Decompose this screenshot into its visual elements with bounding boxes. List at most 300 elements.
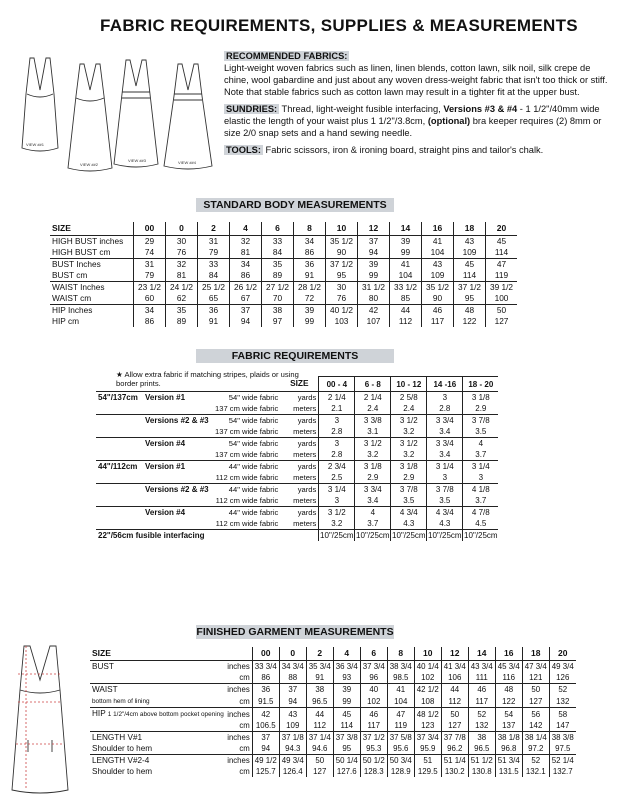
table-cell: 3 7/8 xyxy=(463,415,499,427)
table-cell: 2 1/4 xyxy=(355,392,391,404)
table-cell: 29 xyxy=(134,236,166,248)
unit-label: inches xyxy=(224,732,253,744)
table-cell: 45 3/4 xyxy=(495,661,522,673)
unit-label: yards xyxy=(280,438,319,450)
table-cell: 80 xyxy=(358,293,390,305)
fabric-width-label: 54"/137cm xyxy=(96,392,145,404)
table-cell: 3.5 xyxy=(427,495,463,507)
table-cell: 95.6 xyxy=(387,743,414,755)
table-cell: 50 xyxy=(522,684,549,696)
table-cell: 3.2 xyxy=(319,518,355,530)
row-label xyxy=(90,743,224,755)
table-cell: 52 xyxy=(549,684,576,696)
table-row xyxy=(96,472,498,484)
table-cell: 3.5 xyxy=(391,495,427,507)
table-row xyxy=(50,270,517,282)
unit-label: meters xyxy=(293,450,317,459)
table-cell: 54 xyxy=(495,708,522,721)
table-cell: 3 7/8 xyxy=(427,484,463,496)
table-row xyxy=(90,720,576,732)
table-cell: 2.8 xyxy=(319,426,355,438)
table-cell: 95 xyxy=(333,743,360,755)
sundries-heading: SUNDRIES: xyxy=(226,104,278,114)
tools-text: Fabric scissors, iron & ironing board, straight pins and tailor's chalk. xyxy=(262,145,544,155)
table-row xyxy=(90,672,576,684)
table-cell: 95.3 xyxy=(360,743,387,755)
table-cell: 94 xyxy=(252,743,279,755)
size-column-header: 00 xyxy=(252,647,279,661)
table-cell: 119 xyxy=(387,720,414,732)
table-cell: 114 xyxy=(454,270,486,282)
row-label: WAIST Inches xyxy=(50,282,134,294)
table-cell: 3.2 xyxy=(391,426,427,438)
table-cell: 3 3/4 xyxy=(355,484,391,496)
fabric-width-label xyxy=(96,507,145,519)
table-cell: 67 xyxy=(230,293,262,305)
table-cell: 94.3 xyxy=(279,743,306,755)
fabric-requirements-table xyxy=(96,376,498,541)
row-label: BUST Inches xyxy=(50,259,134,271)
table-cell: 4.5 xyxy=(463,518,499,530)
table-row xyxy=(96,426,498,438)
table-cell: 37 3/8 xyxy=(333,732,360,744)
table-cell: 129.5 xyxy=(414,766,441,777)
table-cell: 40 1/2 xyxy=(326,305,358,317)
table-row xyxy=(96,449,498,461)
table-row xyxy=(50,247,517,259)
table-row xyxy=(90,661,576,673)
row-label xyxy=(90,732,224,744)
table-cell: 132.7 xyxy=(549,766,576,777)
table-cell: 4.3 xyxy=(427,518,463,530)
table-cell: 10"/25cm xyxy=(464,531,498,540)
view-4-dress-drawing xyxy=(164,64,212,169)
fabrics-paragraph xyxy=(224,50,616,98)
view-1-dress-drawing xyxy=(22,58,58,151)
unit-label: meters xyxy=(293,427,317,436)
table-row xyxy=(50,236,517,248)
table-cell: 46 xyxy=(468,684,495,696)
table-cell: 86 xyxy=(294,247,326,259)
table-cell: 42 xyxy=(252,708,279,721)
row-label: WAIST cm xyxy=(52,293,92,303)
size-column-header: 0 xyxy=(279,647,306,661)
version-label: Version #4 xyxy=(145,438,215,450)
table-cell: 3 xyxy=(463,472,499,484)
row-label-text: Shoulder to hem xyxy=(92,767,153,776)
table-cell: 46 xyxy=(360,708,387,721)
table-cell: 33 xyxy=(198,259,230,271)
table-cell: 3 1/8 xyxy=(355,461,391,473)
table-cell: 4 3/4 xyxy=(427,507,463,519)
table-cell: 35 1/2 xyxy=(422,282,454,294)
size-column-header: 00 xyxy=(134,222,166,236)
table-cell: 132 xyxy=(468,720,495,732)
version-label xyxy=(145,495,215,507)
unit-label: yards xyxy=(280,484,319,496)
unit-label: inches xyxy=(224,755,253,767)
table-cell: 25 1/2 xyxy=(198,282,230,294)
table-cell: 108 xyxy=(414,695,441,708)
blank-cell xyxy=(224,647,253,661)
table-cell: 147 xyxy=(549,720,576,732)
table-cell: 126 xyxy=(549,672,576,684)
size-column-header: 0 xyxy=(166,222,198,236)
table-cell: 38 3/4 xyxy=(387,661,414,673)
size-column-header: 18 xyxy=(522,647,549,661)
unit-label: inches xyxy=(224,661,253,673)
view-4-label: VIEW ##4 xyxy=(178,160,197,165)
view-3-label: VIEW ##3 xyxy=(128,158,147,163)
table-cell: 34 xyxy=(294,236,326,248)
size-header: SIZE xyxy=(92,648,111,658)
version-label xyxy=(145,518,215,530)
table-cell: 96 xyxy=(360,672,387,684)
table-cell: 2.9 xyxy=(463,403,499,415)
table-cell: 3.7 xyxy=(355,518,391,530)
size-column-header: 2 xyxy=(198,222,230,236)
fabric-width-label xyxy=(96,426,145,438)
table-cell: 4 xyxy=(463,438,499,450)
table-cell: 97.5 xyxy=(549,743,576,755)
table-cell: 76 xyxy=(326,293,358,305)
table-cell: 3.2 xyxy=(355,449,391,461)
table-cell: 99 xyxy=(358,270,390,282)
table-cell: 44 xyxy=(441,684,468,696)
row-label-text: HIP xyxy=(92,709,106,718)
table-cell: 84 xyxy=(198,270,230,282)
table-cell: 37 3/4 xyxy=(360,661,387,673)
version-label xyxy=(145,472,215,484)
table-cell: 48 xyxy=(495,684,522,696)
table-cell: 3 1/2 xyxy=(355,438,391,450)
table-cell: 65 xyxy=(198,293,230,305)
table-cell: 51 1/2 xyxy=(468,755,495,767)
table-cell: 37 7/8 xyxy=(441,732,468,744)
table-row xyxy=(96,438,498,450)
fabric-description: 112 cm wide fabric xyxy=(215,519,279,528)
size-column-header: 00 - 4 xyxy=(319,377,355,392)
table-cell: 3 7/8 xyxy=(391,484,427,496)
table-cell: 39 xyxy=(294,305,326,317)
table-row xyxy=(50,305,517,317)
table-cell: 35 xyxy=(166,305,198,317)
table-cell: 31 xyxy=(198,236,230,248)
table-cell: 48 1/2 xyxy=(414,708,441,721)
table-row xyxy=(96,518,498,530)
table-cell: 97 xyxy=(262,316,294,327)
fabric-description: 44" wide fabric xyxy=(215,484,280,496)
table-cell: 37 xyxy=(358,236,390,248)
table-cell: 3 3/8 xyxy=(355,415,391,427)
table-cell: 106.5 xyxy=(252,720,279,732)
table-cell: 142 xyxy=(522,720,549,732)
fabric-description: 44" wide fabric xyxy=(215,507,280,519)
table-cell: 86 xyxy=(230,270,262,282)
table-cell: 89 xyxy=(262,270,294,282)
size-column-header: 12 xyxy=(441,647,468,661)
fabric-description: 137 cm wide fabric xyxy=(215,427,279,436)
unit-label: yards xyxy=(280,415,319,427)
table-cell: 52 xyxy=(468,708,495,721)
table-cell: 132.1 xyxy=(522,766,549,777)
table-cell: 2.1 xyxy=(319,403,355,415)
table-cell: 96.8 xyxy=(495,743,522,755)
version-label: Versions #2 & #3 xyxy=(145,415,215,427)
table-cell: 41 3/4 xyxy=(441,661,468,673)
table-cell: 109 xyxy=(422,270,454,282)
table-cell: 2.4 xyxy=(355,403,391,415)
table-cell: 37 5/8 xyxy=(387,732,414,744)
fabric-description: 44" wide fabric xyxy=(215,461,280,473)
table-cell: 4 7/8 xyxy=(463,507,499,519)
version-label xyxy=(145,403,215,415)
table-row xyxy=(90,684,576,696)
table-cell: 98.5 xyxy=(387,672,414,684)
table-cell: 130.8 xyxy=(468,766,495,777)
table-cell: 48 xyxy=(454,305,486,317)
row-label xyxy=(90,661,224,673)
unit-label: meters xyxy=(293,519,317,528)
table-cell: 3.1 xyxy=(355,426,391,438)
size-column-header: 6 xyxy=(360,647,387,661)
size-header: SIZE xyxy=(290,378,309,389)
intro-section xyxy=(224,50,616,161)
table-cell: 33 3/4 xyxy=(252,661,279,673)
blank-cell xyxy=(96,377,280,392)
table-cell: 42 xyxy=(358,305,390,317)
table-cell: 47 xyxy=(387,708,414,721)
table-cell: 109 xyxy=(454,247,486,259)
table-cell: 38 3/8 xyxy=(549,732,576,744)
row-label: HIP cm xyxy=(52,316,80,326)
fabric-width-label xyxy=(96,415,145,427)
table-cell: 47 xyxy=(486,259,518,271)
table-row xyxy=(96,507,498,519)
table-cell: 104 xyxy=(422,247,454,259)
table-cell: 79 xyxy=(198,247,230,259)
table-cell: 37 xyxy=(252,732,279,744)
table-cell: 10"/25cm xyxy=(356,531,390,540)
table-row xyxy=(50,316,517,327)
table-cell: 76 xyxy=(166,247,198,259)
view-2-dress-drawing xyxy=(68,64,112,171)
fabric-width-label xyxy=(96,495,145,507)
table-cell: 38 1/8 xyxy=(495,732,522,744)
table-cell: 43 xyxy=(279,708,306,721)
version-label xyxy=(145,449,215,461)
table-cell: 37 xyxy=(230,305,262,317)
size-column-header: 16 xyxy=(495,647,522,661)
table-cell: 130.2 xyxy=(441,766,468,777)
table-cell: 50 xyxy=(486,305,518,317)
table-cell: 50 1/4 xyxy=(333,755,360,767)
fabric-width-label xyxy=(96,438,145,450)
table-cell: 44 xyxy=(390,305,422,317)
table-cell: 96.2 xyxy=(441,743,468,755)
table-cell: 2 5/8 xyxy=(391,392,427,404)
table-cell: 3 3/4 xyxy=(427,438,463,450)
table-cell: 44 xyxy=(306,708,333,721)
table-cell: 127 xyxy=(441,720,468,732)
table-row xyxy=(90,708,576,721)
table-cell: 32 xyxy=(230,236,262,248)
row-label: BUST cm xyxy=(52,270,88,280)
table-cell: 30 xyxy=(166,236,198,248)
table-cell: 34 3/4 xyxy=(279,661,306,673)
table-cell: 103 xyxy=(326,316,358,327)
table-cell: 49 3/4 xyxy=(549,661,576,673)
table-cell: 62 xyxy=(166,293,198,305)
table-cell: 43 xyxy=(422,259,454,271)
version-label: Version #1 xyxy=(145,461,215,473)
table-cell: 3 xyxy=(319,438,355,450)
table-cell: 2.5 xyxy=(319,472,355,484)
interfacing-label: 22"/56cm fusible interfacing xyxy=(96,530,319,542)
garment-illustrations xyxy=(18,50,230,180)
table-cell: 56 xyxy=(522,708,549,721)
table-cell: 122 xyxy=(454,316,486,327)
fabric-width-label xyxy=(96,449,145,461)
table-cell: 81 xyxy=(230,247,262,259)
unit-label: meters xyxy=(293,496,317,505)
table-cell: 28 1/2 xyxy=(294,282,326,294)
table-cell: 117 xyxy=(422,316,454,327)
table-cell: 127 xyxy=(522,695,549,708)
table-row xyxy=(50,293,517,305)
table-cell: 35 3/4 xyxy=(306,661,333,673)
table-cell: 45 xyxy=(333,708,360,721)
table-cell: 51 3/4 xyxy=(495,755,522,767)
table-cell: 34 xyxy=(230,259,262,271)
table-cell: 72 xyxy=(294,293,326,305)
table-row xyxy=(90,755,576,767)
table-cell: 112 xyxy=(441,695,468,708)
table-cell: 3 1/8 xyxy=(463,392,499,404)
fabric-description: 54" wide fabric xyxy=(215,438,280,450)
table-cell: 119 xyxy=(486,270,518,282)
finished-measurements-heading: FINISHED GARMENT MEASUREMENTS xyxy=(196,626,394,638)
table-cell: 3.4 xyxy=(427,426,463,438)
row-label: HIGH BUST cm xyxy=(52,247,111,257)
table-cell: 10"/25cm xyxy=(320,531,354,540)
table-header-row xyxy=(50,222,517,236)
table-cell: 2.9 xyxy=(355,472,391,484)
table-cell: 26 1/2 xyxy=(230,282,262,294)
table-cell: 3.4 xyxy=(355,495,391,507)
row-label: HIP Inches xyxy=(50,305,134,317)
table-cell: 97.2 xyxy=(522,743,549,755)
unit-label: cm xyxy=(239,744,250,753)
table-cell: 3 xyxy=(319,495,355,507)
size-column-header: 18 xyxy=(454,222,486,236)
table-cell: 2 3/4 xyxy=(319,461,355,473)
row-label-text: bottom hem of lining xyxy=(92,698,150,705)
table-cell: 91 xyxy=(198,316,230,327)
sundries-text-c: bra keeper requires (2) 8mm or size 2/0 snap sets and a hand sewing needle. xyxy=(224,116,602,138)
table-cell: 70 xyxy=(262,293,294,305)
size-column-header: 16 xyxy=(422,222,454,236)
size-column-header: 6 xyxy=(262,222,294,236)
table-cell: 3.7 xyxy=(463,449,499,461)
table-cell: 81 xyxy=(166,270,198,282)
table-cell: 58 xyxy=(549,708,576,721)
table-cell: 3 3/4 xyxy=(427,415,463,427)
table-cell: 34 xyxy=(134,305,166,317)
table-cell: 121 xyxy=(522,672,549,684)
row-label xyxy=(90,695,224,708)
table-cell: 91 xyxy=(294,270,326,282)
table-cell: 95 xyxy=(326,270,358,282)
fabric-requirements-heading: FABRIC REQUIREMENTS xyxy=(196,349,394,363)
fabrics-text: Light-weight woven fabrics such as linen, linen blends, cotton lawn, silk noil, silk crepe de chine, wool gabardine and just about any woven dress-weight fabric that isn't too thick or stiff. Note that stable fabrics such as cotton lawn may result in a tighter fit at the upper bust. xyxy=(224,63,608,97)
table-cell: 94 xyxy=(279,695,306,708)
fabrics-heading: RECOMMENDED FABRICS: xyxy=(226,51,348,61)
standard-measurements-heading: STANDARD BODY MEASUREMENTS xyxy=(196,198,394,212)
fabric-description: 112 cm wide fabric xyxy=(215,496,279,505)
table-cell: 94 xyxy=(358,247,390,259)
sundries-bold-b: (optional) xyxy=(427,116,471,126)
table-cell: 117 xyxy=(360,720,387,732)
table-cell: 31 xyxy=(134,259,166,271)
table-row xyxy=(90,766,576,777)
table-cell: 37 1/2 xyxy=(454,282,486,294)
table-cell: 49 1/2 xyxy=(252,755,279,767)
table-cell: 30 xyxy=(326,282,358,294)
table-cell: 39 xyxy=(358,259,390,271)
table-cell: 50 1/2 xyxy=(360,755,387,767)
fabric-description: 137 cm wide fabric xyxy=(215,450,279,459)
table-cell: 41 xyxy=(390,259,422,271)
table-cell: 96.5 xyxy=(306,695,333,708)
fabric-description: 137 cm wide fabric xyxy=(215,404,279,413)
row-label-text: BUST xyxy=(92,662,114,671)
unit-label: yards xyxy=(280,392,319,404)
table-cell: 40 xyxy=(360,684,387,696)
table-cell: 33 1/2 xyxy=(390,282,422,294)
fabric-width-label xyxy=(96,403,145,415)
table-cell: 127.6 xyxy=(333,766,360,777)
row-label xyxy=(90,766,224,777)
size-header: SIZE xyxy=(52,223,71,233)
table-cell: 86 xyxy=(252,672,279,684)
table-cell: 109 xyxy=(279,720,306,732)
unit-label: yards xyxy=(280,461,319,473)
table-cell: 2 1/4 xyxy=(319,392,355,404)
table-cell: 128.3 xyxy=(360,766,387,777)
table-cell: 24 1/2 xyxy=(166,282,198,294)
unit-label: cm xyxy=(239,721,250,730)
table-cell: 4 xyxy=(355,507,391,519)
table-cell: 4.3 xyxy=(391,518,427,530)
size-column-header: 2 xyxy=(306,647,333,661)
table-cell: 88 xyxy=(279,672,306,684)
table-cell: 35 1/2 xyxy=(326,236,358,248)
table-cell: 104 xyxy=(390,270,422,282)
table-row xyxy=(96,495,498,507)
sundries-text-a: Thread, light-weight fusible interfacing, xyxy=(279,104,444,114)
table-cell: 42 1/2 xyxy=(414,684,441,696)
row-label-text: LENGTH V#2-4 xyxy=(92,756,150,765)
sundries-text-b: - 1 1/2"/40mm wide elastic the length of your waist plus 1 1/2"/3.8cm, xyxy=(224,104,600,126)
table-cell: 41 xyxy=(422,236,454,248)
table-cell: 127 xyxy=(306,766,333,777)
fabric-description: 54" wide fabric xyxy=(215,392,280,404)
size-column-header: 6 - 8 xyxy=(355,377,391,392)
table-cell: 27 1/2 xyxy=(262,282,294,294)
table-cell: 3 xyxy=(427,392,463,404)
bullet-icon: ★ xyxy=(116,370,125,379)
